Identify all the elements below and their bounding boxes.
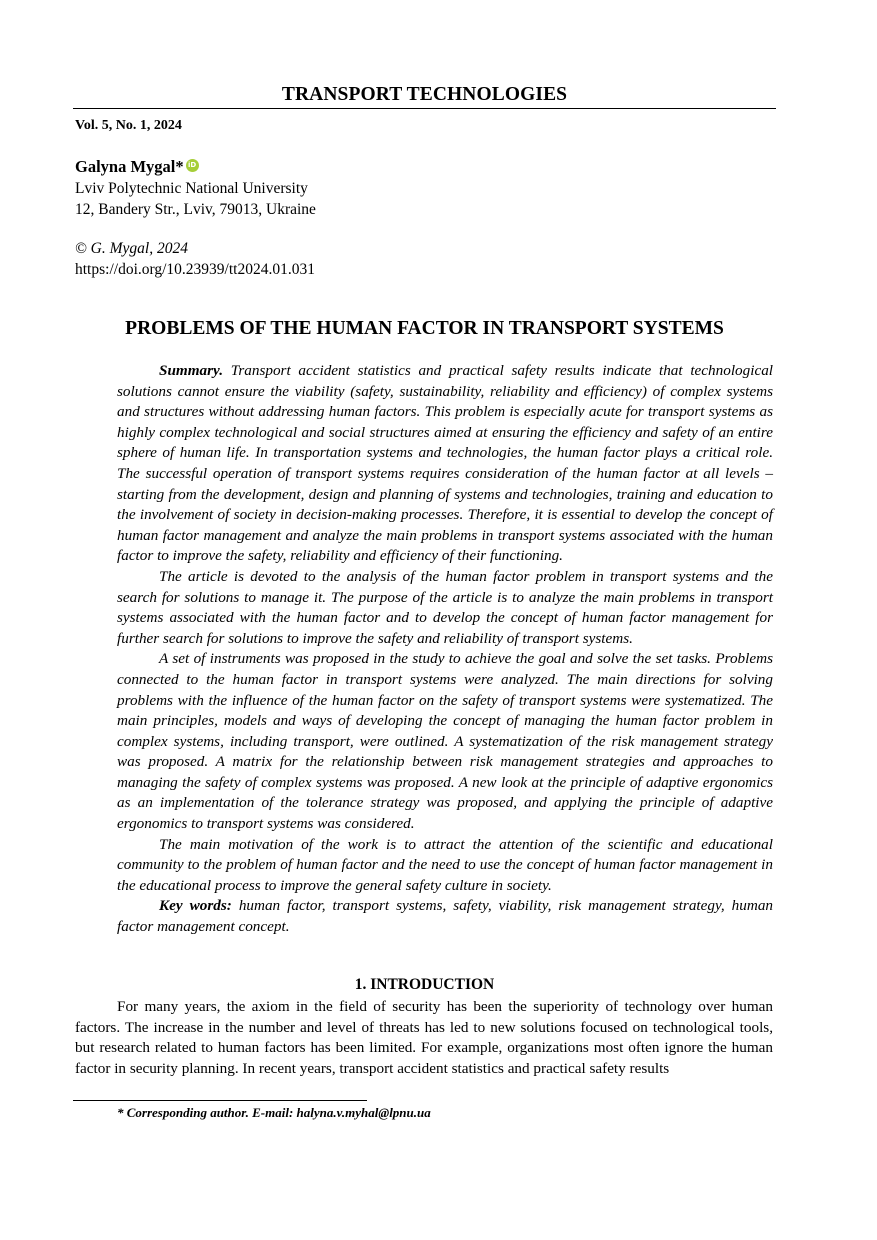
abstract-paragraph: A set of instruments was proposed in the study to achieve the goal and solve the set tasks. Problems connected to the human factor in transport systems were analyzed. The main directions for solving problems with the influence of the human factor on the safety of transport systems were systematized. The main principles, models and ways of developing the concept of managing the human factor problem in complex systems, including transport, were outlined. A systematization of the risk management strategy was proposed. A matrix for the relationship between risk management strategies and approaches to managing the safety of complex systems was proposed. A new look at the principle of adaptive ergonomics as an implementation of the tolerance strategy was proposed, and applying the principle of adaptive ergonomics to transport systems was considered. — [117, 650, 773, 833]
abstract-paragraph — [117, 361, 773, 567]
paper-title: PROBLEMS OF THE HUMAN FACTOR IN TRANSPORT SYSTEMS — [125, 318, 724, 339]
volume-issue: Vol. 5, No. 1, 2024 — [75, 118, 182, 133]
corresponding-author-footnote: * Corresponding author. E-mail: halyna.v.myhal@lpnu.ua — [117, 1105, 431, 1120]
copyright-notice: © G. Mygal, 2024 — [75, 240, 188, 257]
keywords-label: Key words: — [159, 897, 232, 915]
body-paragraph: For many years, the axiom in the field of security has been the superiority of technology over human factors. The increase in the number and level of threats has led to new solutions focused on technological tools, but research related to human factors has been limited. For example, organizations most often ignore the human factor in security planning. In recent years, transport accident statistics and practical safety results — [75, 998, 773, 1077]
abstract — [117, 361, 773, 938]
abstract-paragraph: The article is devoted to the analysis of the human factor problem in transport systems and the search for solutions to manage it. The purpose of the article is to analyze the main problems in transport systems associated with the human factor and to develop the concept of human factor management for further search for solutions to improve the safety and reliability of transport systems. — [117, 567, 773, 647]
keywords-text: human factor, transport systems, safety, viability, risk management strategy, human factor management concept. — [117, 897, 774, 936]
introduction-body — [75, 997, 773, 1079]
abstract-text: Transport accident statistics and practical safety results indicate that technological solutions cannot ensure the viability (safety, sustainability, reliability and efficiency) of complex systems and structures without addressing human factors. This problem is especially acute for transport systems as highly complex technological and social structures aimed at ensuring the efficiency and safety of an entire sphere of human life. In transportation systems and technologies, the human factor plays a critical role. The successful operation of transport systems requires consideration of the human factor at all levels – starting from the development, design and planning of systems and technologies, training and education to the involvement of society in decision-making processes. Therefore, it is essential to develop the concept of human factor management and analyze the main problems in transport systems associated with the human factor to improve the safety, reliability and efficiency of their functioning. — [117, 362, 774, 565]
journal-title: TRANSPORT TECHNOLOGIES — [281, 84, 568, 105]
footnote-divider — [73, 1100, 367, 1101]
author-block — [75, 156, 316, 220]
orcid-icon[interactable]: iD — [186, 159, 199, 172]
author-affiliation: Lviv Polytechnic National University — [75, 180, 308, 197]
keywords — [117, 896, 773, 937]
section-heading-introduction: 1. INTRODUCTION — [354, 976, 495, 993]
abstract-paragraph: The main motivation of the work is to attract the attention of the scientific and educational community to the problem of human factor and the need to use the concept of human factor management in the educational process to improve the general safety culture in society. — [117, 835, 773, 894]
author-name: Galyna Mygal* — [75, 157, 184, 176]
author-address: 12, Bandery Str., Lviv, 79013, Ukraine — [75, 201, 316, 218]
doi-link[interactable]: https://doi.org/10.23939/tt2024.01.031 — [75, 261, 315, 278]
header-divider — [73, 108, 776, 109]
summary-label: Summary. — [159, 362, 223, 379]
copyright-block — [75, 238, 315, 280]
